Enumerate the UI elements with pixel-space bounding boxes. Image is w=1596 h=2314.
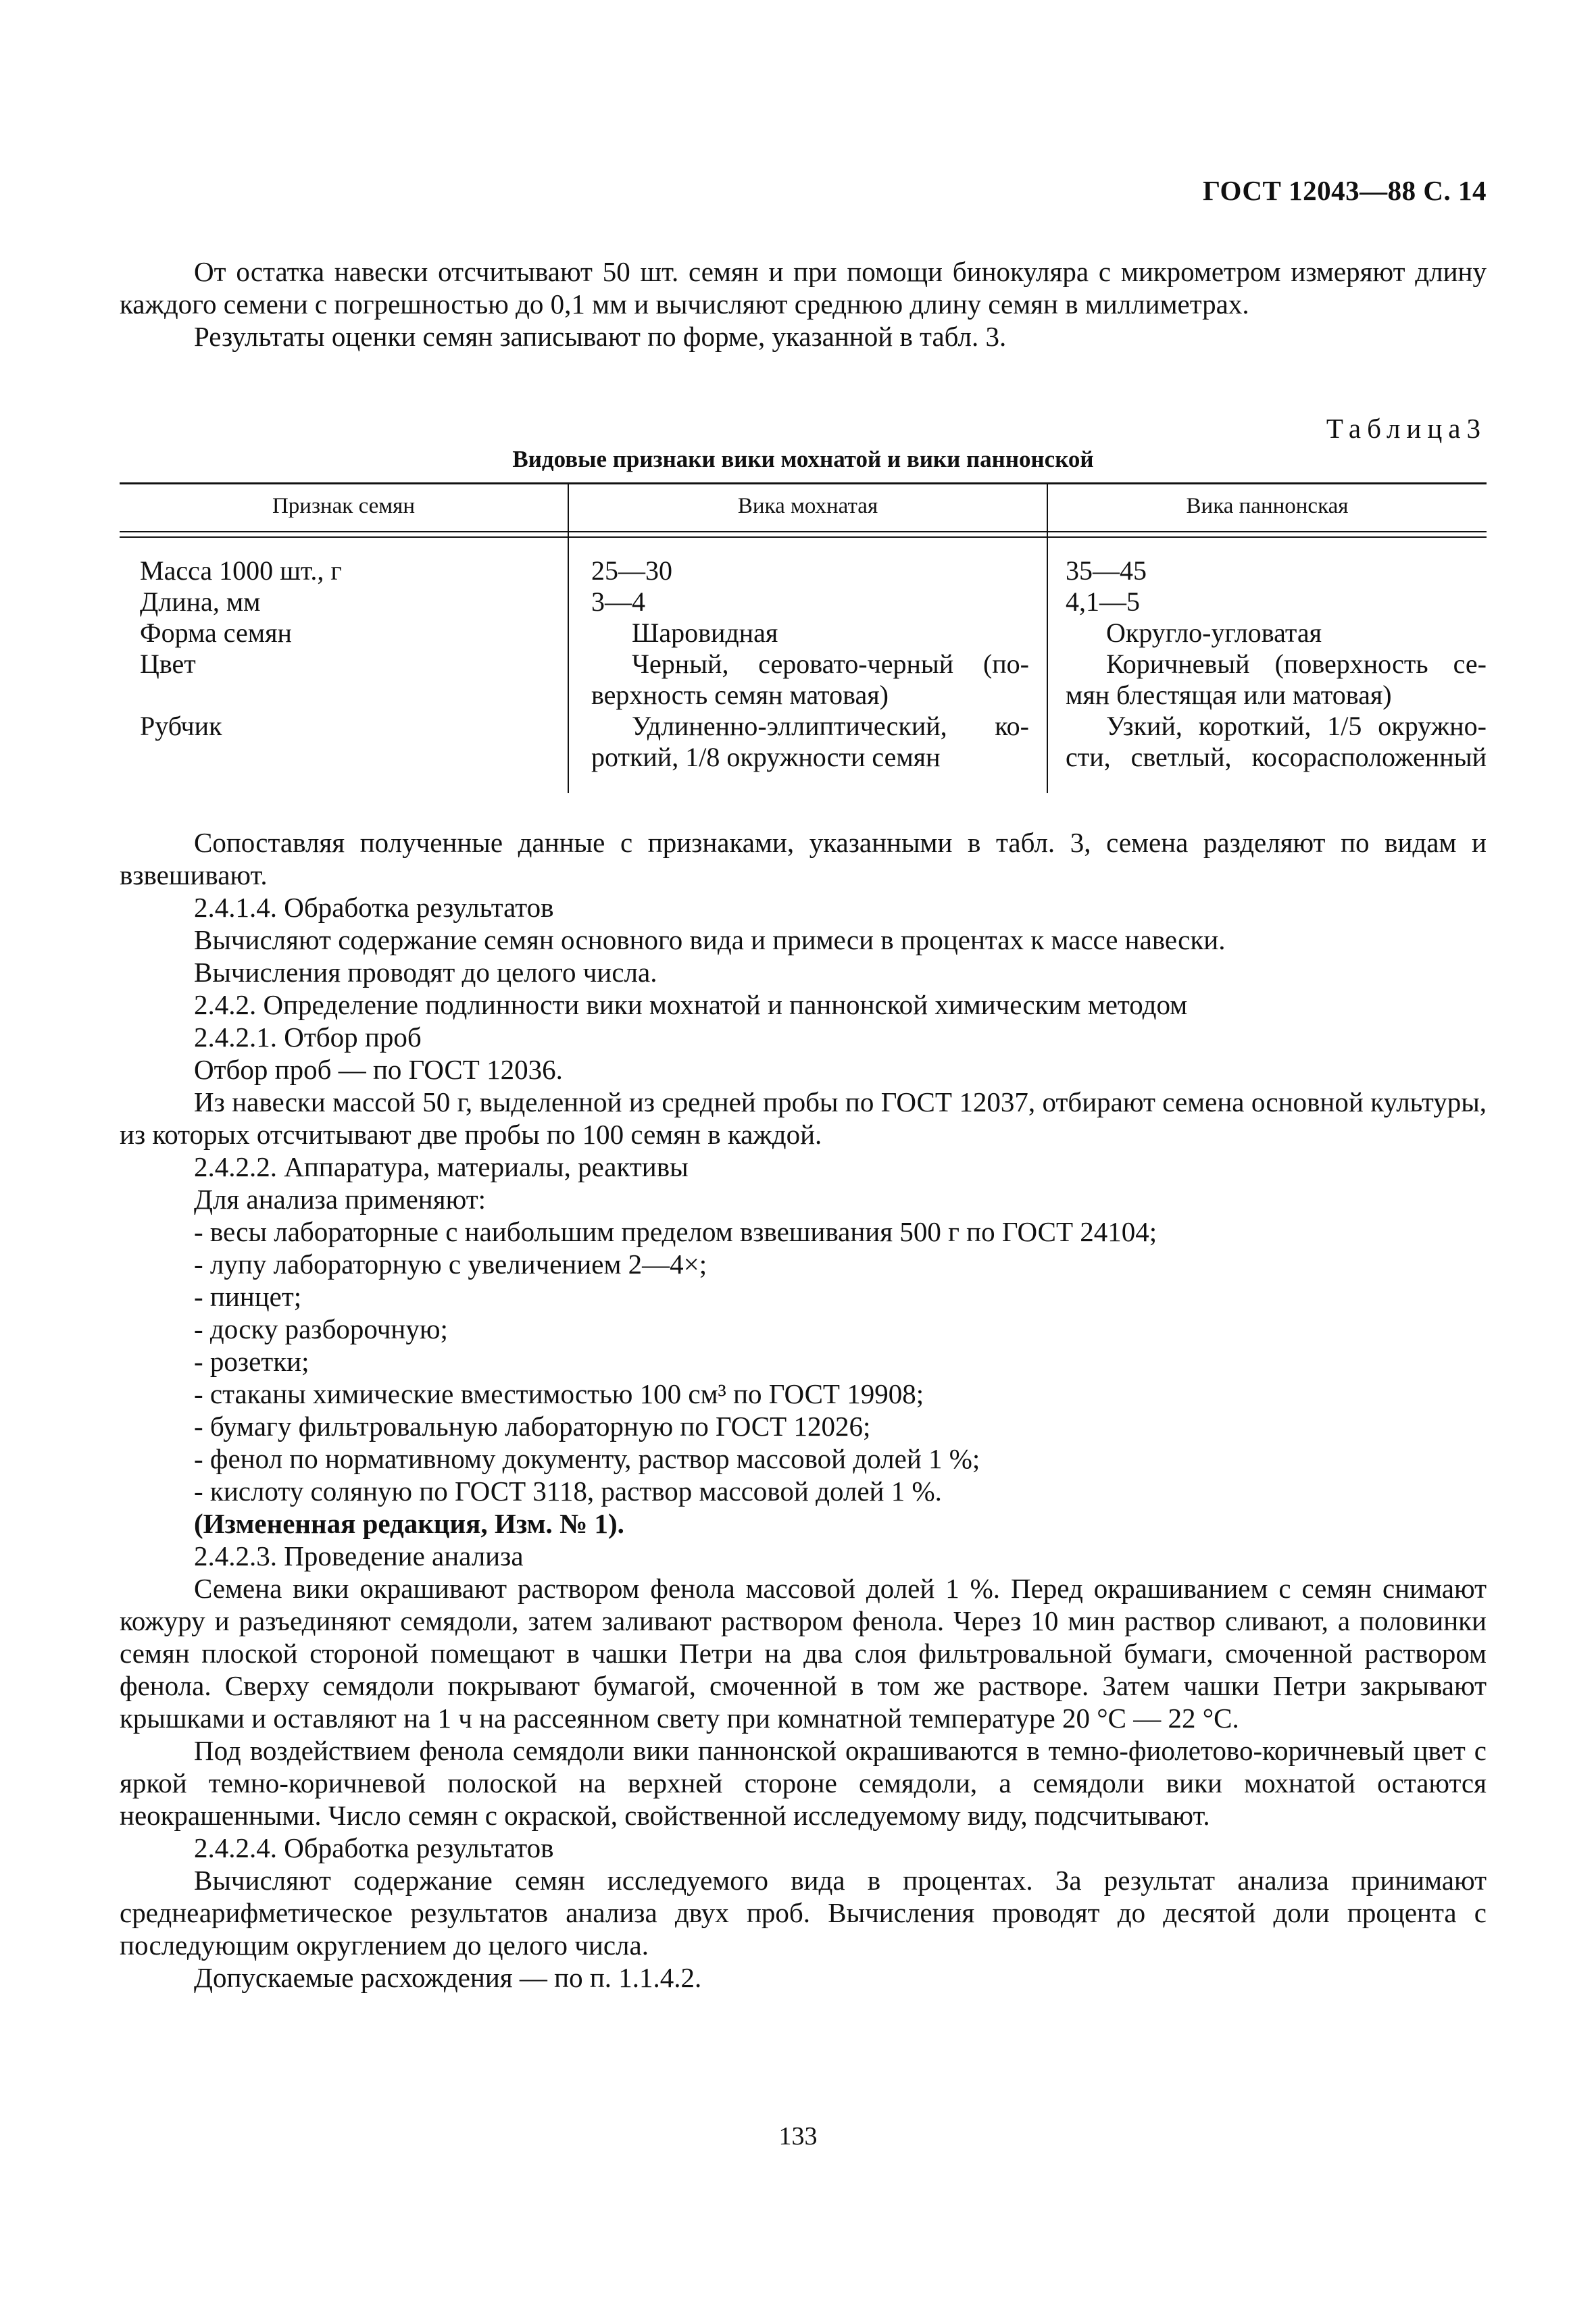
running-header: ГОСТ 12043—88 С. 14: [1202, 175, 1487, 206]
table-cell: Форма семян: [140, 618, 292, 648]
list-item: - доску разборочную;: [194, 1313, 448, 1344]
list-item: - стаканы химические вместимостью 100 см³ по ГОСТ 19908;: [194, 1378, 924, 1409]
column-divider: [1047, 482, 1048, 793]
paragraph: Сопоставляя полученные данные с признаками, указанными в табл. 3, семена разделяют по видам и взвешивают.: [120, 827, 1487, 890]
paragraph: Отбор проб — по ГОСТ 12036.: [194, 1054, 563, 1085]
table-cell: Длина, мм: [140, 586, 261, 617]
intro-paragraph: Результаты оценки семян записывают по форме, указанной в табл. 3.: [194, 321, 1007, 352]
table-cell: Черный, серовато-черный (по-: [632, 649, 1029, 679]
amendment-note: (Измененная редакция, Изм. № 1).: [194, 1508, 624, 1539]
header-rule: [120, 531, 1487, 532]
paragraph: Семена вики окрашивают раствором фенола массовой долей 1 %. Перед окрашиванием с семян снимают кожуру и разъединяют семядоли, затем заливают раствором фенола. Через 10 мин раствор сливают, а половинки семян плоской стороной помещают в чашки Петри на два слоя фильтровальной бумаги, смоченной раствором фенола. Сверху семядоли покрывают бумагой, смоченной в том же растворе. Затем чашки Петри закрывают крышками и оставляют на 1 ч на рассеянном свету при комнатной температуре 20 °С — 22 °С.: [120, 1573, 1487, 1734]
section-heading: 2.4.2.2. Аппаратура, материалы, реактивы: [194, 1151, 689, 1182]
species-table: [120, 482, 1487, 793]
column-header: Вика мохнатая: [737, 494, 878, 518]
main-text: [120, 826, 1487, 1994]
table-column-pannonian-vetch: [1066, 555, 1487, 773]
column-divider: [568, 482, 569, 793]
table-cell: Узкий, короткий, 1/5 окружно-: [1106, 711, 1487, 741]
table-number: Таблица3: [1326, 413, 1487, 444]
section-heading: 2.4.2. Определение подлинности вики мохнатой и паннонской химическим методом: [194, 989, 1188, 1020]
header-rule: [120, 536, 1487, 538]
section-heading: 2.4.2.1. Отбор проб: [194, 1022, 422, 1053]
paragraph: Допускаемые расхождения — по п. 1.1.4.2.: [194, 1962, 702, 1993]
table-cell: верхность семян матовая): [591, 680, 889, 710]
table-cell: Округло-угловатая: [1106, 618, 1322, 648]
intro-block: [120, 255, 1487, 353]
table-cell: сти, светлый, косорасположенный: [1066, 742, 1487, 772]
table-top-rule: [120, 482, 1487, 484]
table-cell: 25—30: [591, 555, 672, 586]
list-item: - кислоту соляную по ГОСТ 3118, раствор массовой долей 1 %.: [194, 1476, 942, 1507]
table-cell: роткий, 1/8 окружности семян: [591, 742, 941, 772]
table-cell: Масса 1000 шт., г: [140, 555, 342, 586]
list-item: - пинцет;: [194, 1281, 302, 1312]
table-column-feature: [140, 555, 559, 742]
section-heading: 2.4.2.3. Проведение анализа: [194, 1540, 524, 1571]
page-number: 133: [778, 2122, 818, 2150]
table-cell: Удлиненно-эллиптический, ко-: [632, 711, 1029, 741]
table-cell: [140, 680, 559, 711]
table-cell: Шаровидная: [632, 618, 778, 648]
paragraph: Для анализа применяют:: [194, 1184, 487, 1215]
column-header: Вика паннонская: [1186, 494, 1349, 518]
paragraph: Вычисления проводят до целого числа.: [194, 957, 657, 988]
table-cell: Рубчик: [140, 711, 222, 741]
table-title: Видовые признаки вики мохнатой и вики паннонской: [512, 446, 1094, 472]
intro-paragraph: От остатка навески отсчитывают 50 шт. семян и при помощи бинокуляра с микрометром измеряют длину каждого семени с погрешностью до 0,1 мм и вычисляют среднюю длину семян в миллиметрах.: [120, 256, 1487, 320]
table-cell: 4,1—5: [1066, 586, 1140, 617]
table-column-hairy-vetch: [591, 555, 1029, 773]
table-cell: мян блестящая или матовая): [1066, 680, 1392, 710]
section-heading: 2.4.1.4. Обработка результатов: [194, 892, 554, 923]
section-heading: 2.4.2.4. Обработка результатов: [194, 1832, 554, 1863]
table-cell: 3—4: [591, 586, 645, 617]
list-item: - весы лабораторные с наибольшим пределом взвешивания 500 г по ГОСТ 24104;: [194, 1216, 1157, 1247]
list-item: - фенол по нормативному документу, раствор массовой долей 1 %;: [194, 1443, 980, 1474]
paragraph: Вычисляют содержание семян исследуемого вида в процентах. За результат анализа принимают среднеарифметическое результатов анализа двух проб. Вычисления проводят до десятой доли процента с последующим округлением до целого числа.: [120, 1865, 1487, 1961]
paragraph: Под воздействием фенола семядоли вики паннонской окрашиваются в темно-фиолетово-коричневый цвет с яркой темно-коричневой полоской на верхней стороне семядоли, а семядоли вики мохнатой остаются неокрашенными. Число семян с окраской, свойственной исследуемому виду, подсчитывают.: [120, 1735, 1487, 1831]
table-cell: Коричневый (поверхность се-: [1106, 649, 1487, 679]
list-item: - лупу лабораторную с увеличением 2—4×;: [194, 1249, 707, 1280]
table-cell: Цвет: [140, 649, 196, 679]
column-header: Признак семян: [272, 494, 416, 518]
paragraph: Из навески массой 50 г, выделенной из средней пробы по ГОСТ 12037, отбирают семена основной культуры, из которых отсчитывают две пробы по 100 семян в каждой.: [120, 1086, 1487, 1150]
list-item: - розетки;: [194, 1346, 309, 1377]
paragraph: Вычисляют содержание семян основного вида и примеси в процентах к массе навески.: [194, 924, 1226, 955]
list-item: - бумагу фильтровальную лабораторную по ГОСТ 12026;: [194, 1411, 871, 1442]
table-cell: 35—45: [1066, 555, 1147, 586]
